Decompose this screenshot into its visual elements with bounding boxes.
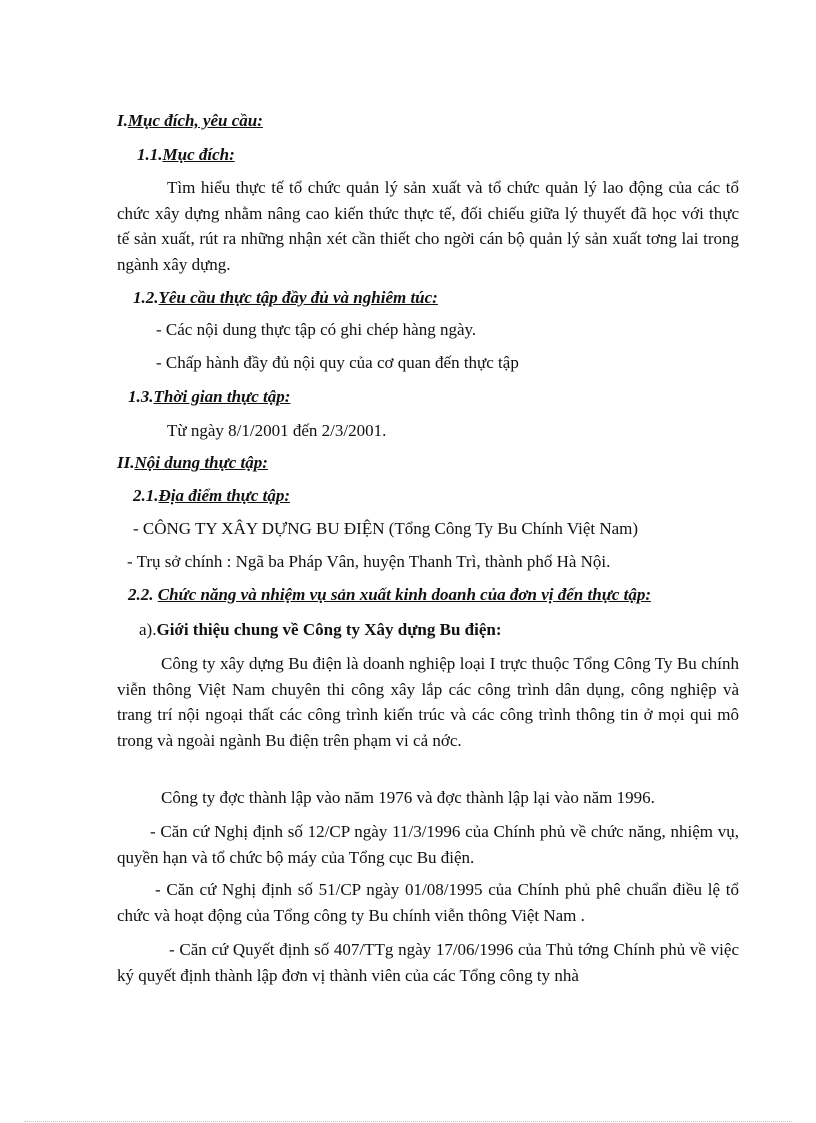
- heading-2-2-number: 2.2.: [128, 585, 154, 604]
- paragraph-decree-12cp: - Căn cứ Nghị định số 12/CP ngày 11/3/1996 của Chính phủ về chức năng, nhiệm vụ, quyền hạn và tổ chức bộ máy của Tổng cục Bu điện.: [117, 822, 739, 867]
- paragraph-decision-407ttg: - Căn cứ Quyết định số 407/TTg ngày 17/06/1996 của Thủ tớng Chính phủ về việc ký quyết định thành lập đơn vị thành viên của các Tổng công ty nhà: [117, 940, 739, 985]
- subheading-a: [139, 619, 502, 641]
- heading-1-2: [133, 287, 438, 309]
- heading-section-2-number: II.: [117, 453, 135, 472]
- heading-section-2-title: Nội dung thực tập:: [134, 453, 268, 472]
- requirement-item-2: - Chấp hành đầy đủ nội quy của cơ quan đến thực tập: [156, 353, 519, 372]
- heading-1-2-number: 1.2.: [133, 288, 159, 307]
- heading-1-2-title: Yêu cầu thực tập đầy đủ và nghiêm túc:: [158, 288, 438, 307]
- heading-2-1-title: Địa điểm thực tập:: [158, 486, 291, 505]
- page-bottom-divider: [24, 1121, 792, 1122]
- subheading-a-label: a).: [139, 620, 157, 639]
- paragraph-company-intro: Công ty xây dựng Bu điện là doanh nghiệp loại I trực thuộc Tổng Công Ty Bu chính viễn thông Việt Nam chuyên thi công xây lắp các công trình dân dụng, công nghiệp và trang trí nội ngoại thất các công trình kiến trúc và các công trình thông tin ở mọi qui mô trong và ngoài ngành Bu điện trên phạm vi cả nớc.: [117, 654, 739, 750]
- heading-section-1-number: I.: [117, 111, 128, 130]
- heading-1-3: [128, 386, 290, 408]
- paragraph-founding: Công ty đợc thành lập vào năm 1976 và đợc thành lập lại vào năm 1996.: [161, 788, 655, 807]
- heading-1-1-title: Mục đích:: [162, 145, 235, 164]
- heading-1-3-number: 1.3.: [128, 387, 154, 406]
- requirement-item-1: - Các nội dung thực tập có ghi chép hàng ngày.: [156, 320, 477, 339]
- internship-period: Từ ngày 8/1/2001 đến 2/3/2001.: [167, 421, 387, 440]
- heading-section-1-title: Mục đích, yêu cầu:: [127, 111, 263, 130]
- paragraph-decree-51cp: - Căn cứ Nghị định số 51/CP ngày 01/08/1995 của Chính phủ phê chuẩn điều lệ tổ chức và hoạt động của Tổng công ty Bu chính viễn thông Việt Nam .: [117, 880, 739, 925]
- heading-section-2: [117, 452, 268, 474]
- heading-1-1: [137, 144, 235, 166]
- company-address: - Trụ sở chính : Ngã ba Pháp Vân, huyện Thanh Trì, thành phố Hà Nội.: [127, 552, 611, 571]
- subheading-a-title: Giới thiệu chung về Công ty Xây dựng Bu điện:: [156, 620, 502, 639]
- heading-2-1-number: 2.1.: [133, 486, 159, 505]
- heading-1-1-number: 1.1.: [137, 145, 163, 164]
- heading-section-1: [117, 110, 263, 132]
- paragraph-purpose: Tìm hiểu thực tế tổ chức quản lý sản xuất và tổ chức quản lý lao động của các tổ chức xây dựng nhằm nâng cao kiến thức thực tế, đối chiếu giữa lý thuyết đã học với thực tế sản xuất, rút ra những nhận xét cần thiết cho ngời cán bộ quản lý sản xuất tơng lai trong ngành xây dựng.: [117, 178, 739, 274]
- heading-1-3-title: Thời gian thực tập:: [153, 387, 291, 406]
- company-name: - CÔNG TY XÂY DỰNG BU ĐIỆN (Tổng Công Ty Bu Chính Việt Nam): [133, 519, 639, 538]
- heading-2-2-title: Chức năng và nhiệm vụ sản xuất kinh doanh của đơn vị đến thực tập:: [157, 585, 652, 604]
- heading-2-2: [128, 584, 651, 606]
- heading-2-1: [133, 485, 290, 507]
